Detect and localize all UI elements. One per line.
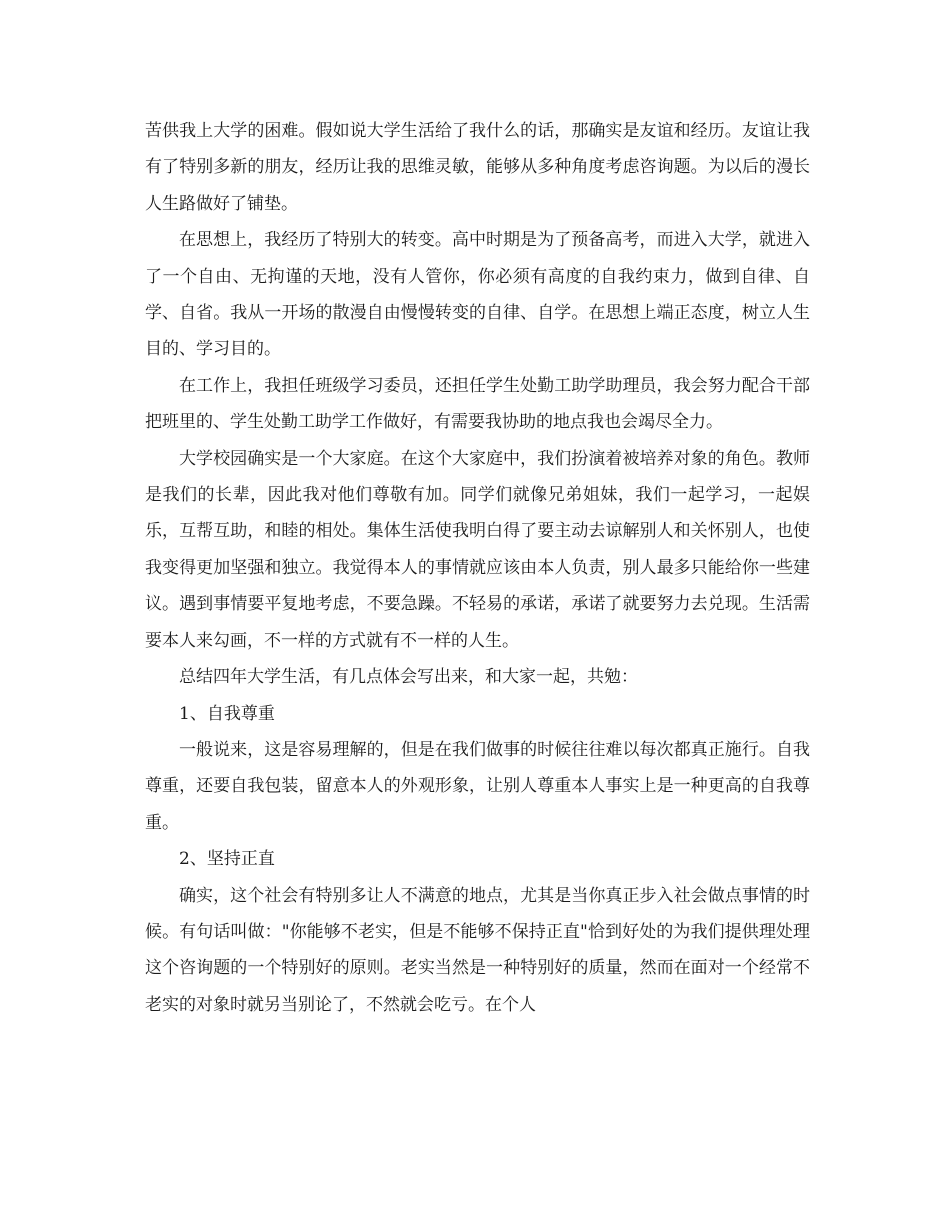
document-body: [145, 113, 810, 1023]
heading-integrity: 2、坚持正直: [179, 849, 275, 870]
paragraph-summary-intro: 总结四年大学生活，有几点体会写出来，和大家一起，共勉：: [179, 667, 638, 688]
paragraph-continuation: 苦供我上大学的困难。假如说大学生活给了我什么的话，那确实是友谊和经历。友谊让我有了特别多新的朋友，经历让我的思维灵敏，能够从多种角度考虑咨询题。为以后的漫长人生路做好了铺垫。: [145, 121, 810, 214]
paragraph-thought: 在思想上，我经历了特别大的转变。高中时期是为了预备高考，而进入大学，就进入了一个自由、无拘谨的天地，没有人管你，你必须有高度的自我约束力，做到自律、自学、自省。我从一开场的散漫自由慢慢转变的自律、自学。在思想上端正态度，树立人生目的、学习目的。: [145, 230, 810, 360]
paragraph-work: 在工作上，我担任班级学习委员，还担任学生处勤工助学助理员，我会努力配合干部把班里的、学生处勤工助学工作做好，有需要我协助的地点我也会竭尽全力。: [145, 375, 810, 433]
paragraph-campus: 大学校园确实是一个大家庭。在这个大家庭中，我们扮演着被培养对象的角色。教师是我们的长辈，因此我对他们尊敬有加。同学们就像兄弟姐妹，我们一起学习，一起娱乐，互帮互助，和睦的相处。集体生活使我明白得了要主动去谅解别人和关怀别人，也使我变得更加坚强和独立。我觉得本人的事情就应该由本人负责，别人最多只能给你一些建议。遇到事情要平复地考虑，不要急躁。不轻易的承诺，承诺了就要努力去兑现。生活需要本人来勾画，不一样的方式就有不一样的人生。: [145, 448, 810, 651]
paragraph-integrity: 确实，这个社会有特别多让人不满意的地点，尤其是当你真正步入社会做点事情的时候。有句话叫做："你能够不老实，但是不能够不保持正直"恰到好处的为我们提供理处理这个咨询题的一个特别好的原则。老实当然是一种特别好的质量，然而在面对一个经常不老实的对象时就另当别论了，不然就会吃亏。在个人: [145, 885, 810, 1015]
paragraph-self-respect: 一般说来，这是容易理解的，但是在我们做事的时候往往难以每次都真正施行。自我尊重，还要自我包装，留意本人的外观形象，让别人尊重本人事实上是一种更高的自我尊重。: [145, 739, 810, 833]
heading-self-respect: 1、自我尊重: [179, 703, 275, 724]
